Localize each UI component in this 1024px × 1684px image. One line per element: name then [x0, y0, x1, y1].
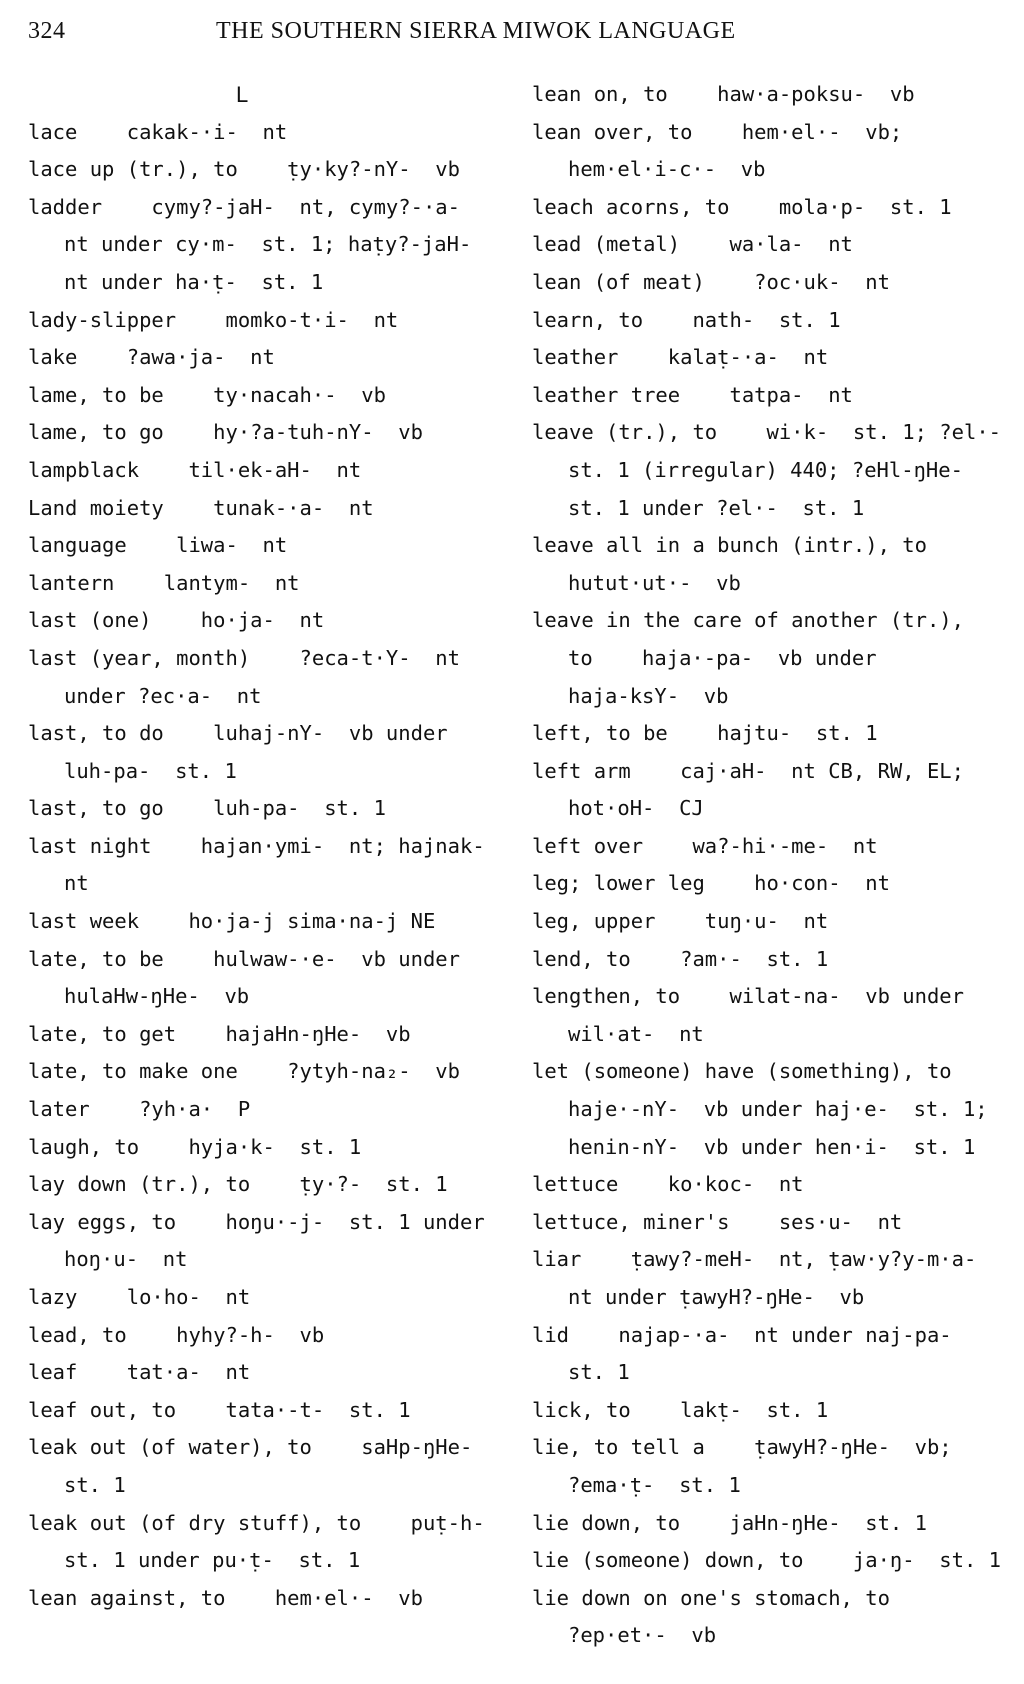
entry-line: lay down (tr.), to ṭy·?- st. 1 [28, 1172, 448, 1197]
entry-continuation-line: st. 1 (irregular) 440; ?eHl-ŋHe- [568, 457, 963, 482]
entry-line: lay eggs, to hoŋu·-j- st. 1 under [28, 1209, 485, 1234]
entry-line: lettuce, miner's ses·u- nt [532, 1209, 903, 1234]
entry-line: late, to make one ?ytyh-na₂- vb [28, 1059, 460, 1084]
entry-continuation-line: st. 1 [568, 1360, 630, 1385]
entry-line: lean (of meat) ?oc·uk- nt [532, 269, 890, 294]
entry-line: last week ho·ja-j sima·na-j NE [28, 909, 436, 934]
entry-line: last (one) ho·ja- nt [28, 608, 325, 633]
entry-line: lame, to go hy·?a-tuh-nY- vb [28, 420, 423, 445]
entry-line: leak out (of dry stuff), to puṭ-h- [28, 1510, 485, 1535]
entry-continuation-line: nt [64, 871, 89, 896]
entry-line: lie, to tell a ṭawyH?-ŋHe- vb; [532, 1435, 952, 1460]
entry-line: lean against, to hem·el·- vb [28, 1585, 423, 1610]
entry-line: learn, to nath- st. 1 [532, 307, 841, 332]
right-column [532, 76, 1012, 1655]
entry-line: lazy lo·ho- nt [28, 1285, 251, 1309]
entry-continuation-line: under ?ec·a- nt [64, 683, 262, 708]
entry-line: lean on, to haw·a-poksu- vb [532, 82, 915, 106]
page-number: 324 [28, 18, 66, 44]
entry-line: leather kalaṭ-·a- nt [532, 345, 829, 370]
entry-continuation-line: ?ema·ṭ- st. 1 [568, 1472, 741, 1497]
running-title: THE SOUTHERN SIERRA MIWOK LANGUAGE [216, 18, 736, 44]
entry-continuation-line: st. 1 under ?el·- st. 1 [568, 495, 865, 520]
entry-line: Land moiety tunak-·a- nt [28, 495, 374, 520]
entry-line: language liwa- nt [28, 533, 288, 558]
entry-line: last, to do luhaj-nY- vb under [28, 721, 448, 746]
entry-line: lick, to lakṭ- st. 1 [532, 1397, 829, 1422]
entry-line: later ?yh·a· P [28, 1097, 251, 1122]
entry-line: lend, to ?am·- st. 1 [532, 946, 829, 971]
entry-line: lampblack til·ek-aH- nt [28, 457, 362, 482]
entry-line: let (someone) have (something), to [532, 1059, 952, 1084]
entry-line: last, to go luh-pa- st. 1 [28, 796, 386, 821]
entry-line: lie (someone) down, to ja·ŋ- st. 1 [532, 1548, 1001, 1573]
entry-continuation-line: hoŋ·u- nt [64, 1247, 188, 1272]
entry-line: left, to be hajtu- st. 1 [532, 721, 878, 746]
entry-continuation-line: wil·at- nt [568, 1021, 704, 1046]
entry-line: left arm caj·aH- nt CB, RW, EL; [532, 758, 964, 783]
entry-line: lace cakak-·i- nt [28, 119, 288, 144]
entry-line: lantern lantym- nt [28, 570, 300, 595]
entry-line: left over wa?-hi·-me- nt [532, 833, 878, 858]
entry-line: lake ?awa·ja- nt [28, 345, 275, 370]
entry-line: lead, to hyhy?-h- vb [28, 1322, 325, 1347]
entry-continuation-line: hutut·ut·- vb [568, 570, 741, 595]
section-letter: L [236, 82, 249, 107]
entry-continuation-line: haja-ksY- vb [568, 683, 729, 708]
entry-line: lie down, to jaHn-ŋHe- st. 1 [532, 1510, 927, 1535]
entry-line: leg; lower leg ho·con- nt [532, 871, 890, 896]
entry-line: leaf out, to tata·-t- st. 1 [28, 1397, 411, 1422]
entry-continuation-line: hulaHw-ŋHe- vb [64, 984, 250, 1009]
entry-line: leave (tr.), to wi·k- st. 1; ?el·- [532, 420, 1001, 445]
entry-continuation-line: hem·el·i-c·- vb [568, 157, 766, 182]
entry-continuation-line: luh-pa- st. 1 [64, 758, 237, 783]
entry-line: leg, upper tuŋ·u- nt [532, 909, 829, 934]
entry-line: lettuce ko·koc- nt [532, 1172, 804, 1197]
entry-line: liar ṭawy?-meH- nt, ṭaw·y?y-m·a- [532, 1247, 977, 1272]
entry-line: lame, to be ty·nacah·- vb [28, 382, 386, 407]
entry-continuation-line: nt under cy·m- st. 1; haṭy?-jaH- [64, 232, 472, 257]
entry-line: lace up (tr.), to ṭy·ky?-nY- vb [28, 157, 460, 182]
entry-line: late, to be hulwaw-·e- vb under [28, 946, 460, 971]
entry-line: leather tree tatpa- nt [532, 382, 853, 407]
entry-line: ladder cymy?-jaH- nt, cymy?-·a- [28, 194, 460, 219]
entry-continuation-line: nt under ha·ṭ- st. 1 [64, 269, 324, 294]
page-header [28, 18, 1024, 58]
entry-line: lady-slipper momko-t·i- nt [28, 307, 399, 332]
entry-line: leave all in a bunch (intr.), to [532, 533, 927, 558]
entry-line: leave in the care of another (tr.), [532, 608, 964, 633]
entry-continuation-line: st. 1 under pu·ṭ- st. 1 [64, 1548, 361, 1573]
entry-continuation-line: ?ep·et·- vb [568, 1623, 717, 1648]
entry-continuation-line: hot·oH- CJ [568, 796, 704, 821]
left-column [28, 76, 493, 1617]
entry-line: last (year, month) ?eca-t·Y- nt [28, 645, 460, 670]
entry-line: leach acorns, to mola·p- st. 1 [532, 194, 952, 219]
entry-continuation-line: to haja·-pa- vb under [568, 645, 877, 670]
entry-continuation-line: nt under ṭawyH?-ŋHe- vb [568, 1285, 865, 1309]
entry-line: laugh, to hyja·k- st. 1 [28, 1134, 362, 1159]
entry-line: lean over, to hem·el·- vb; [532, 119, 903, 144]
entry-line: late, to get hajaHn-ŋHe- vb [28, 1021, 411, 1046]
entry-continuation-line: henin-nY- vb under hen·i- st. 1 [568, 1134, 976, 1159]
entry-line: lie down on one's stomach, to [532, 1585, 890, 1610]
entry-line: lid najap-·a- nt under naj-pa- [532, 1322, 952, 1347]
entry-line: leaf tat·a- nt [28, 1360, 251, 1385]
entry-continuation-line: st. 1 [64, 1472, 126, 1497]
entry-line: lengthen, to wilat-na- vb under [532, 984, 964, 1009]
entry-line: leak out (of water), to saHp-ŋHe- [28, 1435, 473, 1460]
entry-line: last night hajan·ymi- nt; hajnak- [28, 833, 485, 858]
entry-continuation-line: haje·-nY- vb under haj·e- st. 1; [568, 1097, 988, 1122]
entry-line: lead (metal) wa·la- nt [532, 232, 853, 257]
